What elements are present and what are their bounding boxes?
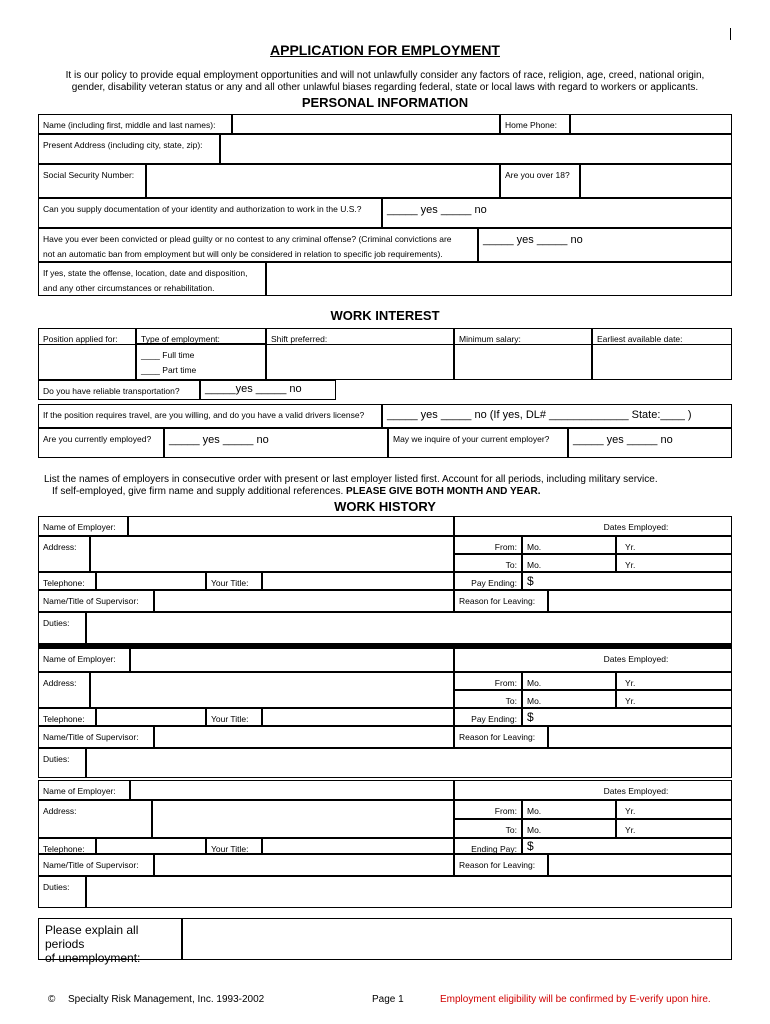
duties-label: Duties: bbox=[38, 612, 86, 644]
telephone-field[interactable] bbox=[96, 572, 206, 590]
dates-employed-label: Dates Employed: bbox=[454, 516, 732, 536]
duties-field[interactable] bbox=[86, 612, 732, 644]
address-label: Present Address (including city, state, zip): bbox=[38, 134, 220, 164]
employer-name-field[interactable] bbox=[130, 780, 454, 800]
supervisor-field[interactable] bbox=[154, 854, 454, 876]
offense-label bbox=[38, 262, 266, 296]
dates-employed-label: Dates Employed: bbox=[454, 780, 732, 800]
to-label: To: bbox=[454, 819, 522, 838]
from-month-field[interactable]: Mo. bbox=[522, 536, 616, 554]
ssn-field[interactable] bbox=[146, 164, 500, 198]
documentation-options[interactable]: _____ yes _____ no bbox=[382, 198, 732, 228]
from-label: From: bbox=[454, 672, 522, 690]
over18-field[interactable] bbox=[580, 164, 732, 198]
employer-name-field[interactable] bbox=[130, 648, 454, 672]
personal-information-heading: PERSONAL INFORMATION bbox=[301, 95, 469, 110]
inquire-options[interactable]: _____ yes _____ no bbox=[568, 428, 732, 458]
address-label: Address: bbox=[38, 536, 90, 572]
from-year-field[interactable]: Yr. bbox=[616, 800, 732, 819]
unemployment-label-line-2: of unemployment: bbox=[45, 951, 141, 965]
pay-ending-label: Pay Ending: bbox=[454, 708, 522, 726]
from-year-field[interactable]: Yr. bbox=[616, 672, 732, 690]
from-month-field[interactable]: Mo. bbox=[522, 672, 616, 690]
your-title-label: Your Title: bbox=[206, 838, 262, 854]
to-month-field[interactable]: Mo. bbox=[522, 554, 616, 572]
reason-for-leaving-label: Reason for Leaving: bbox=[454, 590, 548, 612]
duties-field[interactable] bbox=[86, 748, 732, 778]
currently-employed-options[interactable]: _____ yes _____ no bbox=[164, 428, 388, 458]
to-year-field[interactable]: Yr. bbox=[616, 819, 732, 838]
your-title-label: Your Title: bbox=[206, 572, 262, 590]
convicted-label-line-1: Have you ever been convicted or plead guilty or no contest to any criminal offense? (Criminal convictions are bbox=[43, 234, 452, 244]
convicted-label bbox=[38, 228, 478, 262]
supervisor-label: Name/Title of Supervisor: bbox=[38, 854, 154, 876]
unemployment-label bbox=[38, 918, 182, 965]
type-of-employment-options[interactable] bbox=[136, 344, 266, 380]
address-field[interactable] bbox=[90, 672, 454, 708]
salary-label: Minimum salary: bbox=[454, 328, 592, 380]
footer-everify-notice: Employment eligibility will be confirmed by E-verify upon hire. bbox=[440, 994, 711, 1005]
over18-label: Are you over 18? bbox=[500, 164, 580, 198]
full-time-option[interactable]: ____ Full time bbox=[141, 350, 195, 360]
supervisor-field[interactable] bbox=[154, 590, 454, 612]
ssn-label: Social Security Number: bbox=[38, 164, 146, 198]
intro-bold-text: PLEASE GIVE BOTH MONTH AND YEAR. bbox=[346, 486, 541, 497]
employer-name-label: Name of Employer: bbox=[38, 648, 130, 672]
employer-name-label: Name of Employer: bbox=[38, 780, 130, 800]
transportation-label: Do you have reliable transportation? bbox=[38, 380, 200, 400]
telephone-label: Telephone: bbox=[38, 838, 96, 854]
your-title-field[interactable] bbox=[262, 708, 454, 726]
from-label: From: bbox=[454, 536, 522, 554]
address-label: Address: bbox=[38, 672, 90, 708]
address-field[interactable] bbox=[90, 536, 454, 572]
convicted-label-line-2: not an automatic ban from employment but will only be considered in relation to specific job requirements). bbox=[43, 249, 443, 259]
your-title-label: Your Title: bbox=[206, 708, 262, 726]
transportation-options[interactable]: _____yes _____ no bbox=[200, 380, 336, 400]
supervisor-field[interactable] bbox=[154, 726, 454, 748]
to-label: To: bbox=[454, 690, 522, 708]
to-month-field[interactable]: Mo. bbox=[522, 819, 616, 838]
page-margin-mark bbox=[730, 28, 731, 40]
telephone-field[interactable] bbox=[96, 708, 206, 726]
copyright-icon: © bbox=[48, 994, 56, 1005]
supervisor-label: Name/Title of Supervisor: bbox=[38, 726, 154, 748]
work-history-intro-line-1: List the names of employers in consecutive order with present or last employer listed first. Account for all periods, including military service. bbox=[44, 474, 658, 485]
documentation-label: Can you supply documentation of your identity and authorization to work in the U.S.? bbox=[38, 198, 382, 228]
intro-plain-text: If self-employed, give firm name and supply additional references. bbox=[52, 486, 344, 497]
page-title: APPLICATION FOR EMPLOYMENT bbox=[270, 42, 500, 58]
telephone-field[interactable] bbox=[96, 838, 206, 854]
home-phone-field[interactable] bbox=[570, 114, 732, 134]
duties-label: Duties: bbox=[38, 876, 86, 908]
telephone-label: Telephone: bbox=[38, 708, 96, 726]
your-title-field[interactable] bbox=[262, 572, 454, 590]
duties-field[interactable] bbox=[86, 876, 732, 908]
earliest-date-label: Earliest available date: bbox=[592, 328, 732, 380]
offense-label-line-2: and any other circumstances or rehabilitation. bbox=[43, 283, 215, 293]
name-field[interactable] bbox=[232, 114, 500, 134]
to-month-field[interactable]: Mo. bbox=[522, 690, 616, 708]
work-history-intro-line-2 bbox=[52, 486, 762, 497]
your-title-field[interactable] bbox=[262, 838, 454, 854]
earliest-date-field[interactable] bbox=[592, 344, 732, 380]
employer-name-field[interactable] bbox=[128, 516, 454, 536]
ending-pay-label: Ending Pay: bbox=[454, 838, 522, 854]
from-label: From: bbox=[454, 800, 522, 819]
salary-field[interactable] bbox=[454, 344, 592, 380]
address-field[interactable] bbox=[152, 800, 454, 838]
duties-label: Duties: bbox=[38, 748, 86, 778]
name-label: Name (including first, middle and last names): bbox=[38, 114, 232, 134]
pay-ending-field[interactable]: $ bbox=[522, 572, 732, 590]
telephone-label: Telephone: bbox=[38, 572, 96, 590]
work-history-heading: WORK HISTORY bbox=[334, 499, 436, 514]
pay-ending-label: Pay Ending: bbox=[454, 572, 522, 590]
to-year-field[interactable]: Yr. bbox=[616, 690, 732, 708]
home-phone-label: Home Phone: bbox=[500, 114, 570, 134]
footer-page-number: Page 1 bbox=[372, 994, 404, 1005]
to-year-field[interactable]: Yr. bbox=[616, 554, 732, 572]
offense-label-line-1: If yes, state the offense, location, date and disposition, bbox=[43, 268, 248, 278]
travel-options[interactable]: _____ yes _____ no (If yes, DL# _____________ State:____ ) bbox=[382, 404, 732, 428]
travel-label: If the position requires travel, are you willing, and do you have a valid drivers license? bbox=[38, 404, 382, 428]
employer-name-label: Name of Employer: bbox=[38, 516, 128, 536]
offense-field[interactable] bbox=[266, 262, 732, 296]
convicted-options[interactable]: _____ yes _____ no bbox=[478, 228, 732, 262]
to-label: To: bbox=[454, 554, 522, 572]
pay-ending-field[interactable]: $ bbox=[522, 708, 732, 726]
policy-line-2: gender, disability veteran status or any and all other unlawful biases regarding federal, state or local laws with regard to workers or applicants. bbox=[71, 82, 699, 93]
dates-employed-label: Dates Employed: bbox=[454, 648, 732, 672]
address-label: Address: bbox=[38, 800, 152, 838]
shift-field[interactable] bbox=[266, 344, 454, 380]
reason-for-leaving-label: Reason for Leaving: bbox=[454, 854, 548, 876]
footer-company: Specialty Risk Management, Inc. 1993-2002 bbox=[68, 994, 265, 1005]
work-interest-heading: WORK INTEREST bbox=[330, 308, 440, 323]
position-field[interactable] bbox=[38, 344, 136, 380]
shift-label: Shift preferred: bbox=[266, 328, 454, 380]
from-year-field[interactable]: Yr. bbox=[616, 536, 732, 554]
policy-line-1: It is our policy to provide equal employment opportunities and will not unlawfully consider any factors of race, religion, age, creed, national origin, bbox=[65, 70, 705, 81]
currently-employed-label: Are you currently employed? bbox=[38, 428, 164, 458]
reason-for-leaving-label: Reason for Leaving: bbox=[454, 726, 548, 748]
unemployment-label-line-1: Please explain all periods bbox=[45, 923, 139, 951]
ending-pay-field[interactable]: $ bbox=[522, 838, 732, 854]
type-of-employment-label: Type of employment: bbox=[136, 328, 266, 344]
supervisor-label: Name/Title of Supervisor: bbox=[38, 590, 154, 612]
part-time-option[interactable]: ____ Part time bbox=[141, 365, 197, 375]
reason-for-leaving-field[interactable] bbox=[548, 854, 732, 876]
unemployment-field[interactable] bbox=[182, 918, 732, 960]
reason-for-leaving-field[interactable] bbox=[548, 726, 732, 748]
from-month-field[interactable]: Mo. bbox=[522, 800, 616, 819]
inquire-label: May we inquire of your current employer? bbox=[388, 428, 568, 458]
reason-for-leaving-field[interactable] bbox=[548, 590, 732, 612]
address-field[interactable] bbox=[220, 134, 732, 164]
position-label: Position applied for: bbox=[38, 328, 136, 380]
